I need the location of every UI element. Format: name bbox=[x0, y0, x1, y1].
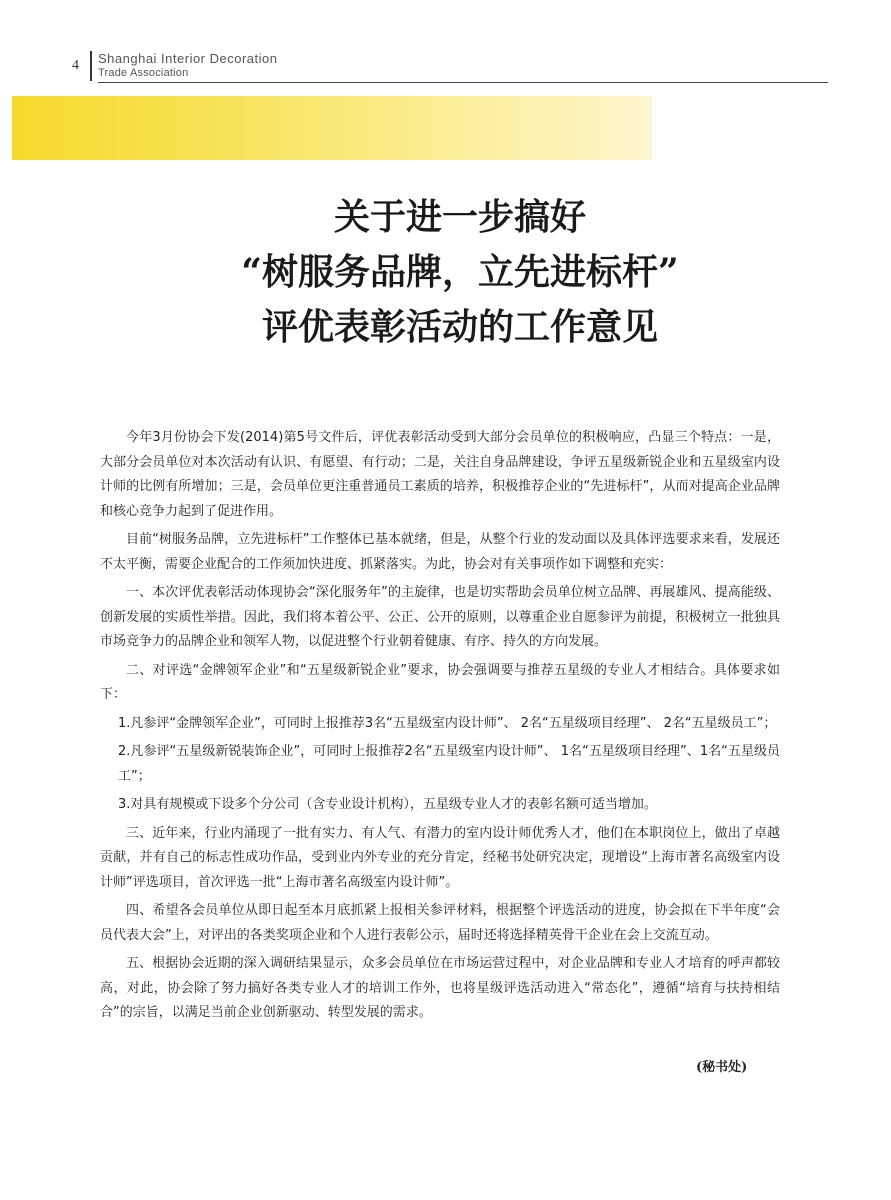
list-item-1: 1.凡参评“金牌领军企业”，可同时上报推荐3名“五星级室内设计师”、 2名“五星级项目经理”、 2名“五星级员工”； bbox=[118, 715, 777, 731]
header-divider bbox=[90, 51, 92, 81]
paragraph-point-4: 四、希望各会员单位从即日起至本月底抓紧上报相关参评材料，根据整个评选活动的进度，协会拟在下半年度“会员代表大会”上，对评出的各类奖项企业和个人进行表彰公示，届时还将选择精英骨干企业在会上交流互动。 bbox=[100, 903, 780, 943]
paragraph-point-1: 一、本次评优表彰活动体现协会“深化服务年”的主旋律，也是切实帮助会员单位树立品牌、再展雄风、提高能级、创新发展的实质性举措。因此，我们将本着公平、公正、公开的原则，以尊重企业自愿参评为前提，积极树立一批独具市场竞争力的品牌企业和领军人物，以促进整个行业朝着健康、有序、持久的方向发展。 bbox=[100, 585, 780, 649]
signature: (秘书处) bbox=[696, 1060, 748, 1075]
yellow-banner bbox=[12, 96, 652, 160]
article-title bbox=[160, 190, 760, 355]
association-name-line2: Trade Association bbox=[98, 67, 189, 79]
title-line-3: 评优表彰活动的工作意见 bbox=[261, 306, 658, 348]
article-body bbox=[100, 426, 780, 1030]
title-line-2: “树服务品牌，立先进标杆” bbox=[241, 251, 679, 293]
paragraph-point-2: 二、对评选“金牌领军企业”和“五星级新锐企业”要求，协会强调要与推荐五星级的专业人才相结合。具体要求如下： bbox=[100, 662, 780, 702]
paragraph-point-5: 五、根据协会近期的深入调研结果显示，众多会员单位在市场运营过程中，对企业品牌和专业人才培育的呼声都较高，对此，协会除了努力搞好各类专业人才的培训工作外，也将星级评选活动进入“常态化”，遵循“培育与扶持相结合”的宗旨，以满足当前企业创新驱动、转型发展的需求。 bbox=[100, 956, 780, 1020]
paragraph-intro: 今年3月份协会下发(2014)第5号文件后，评优表彰活动受到大部分会员单位的积极响应，凸显三个特点：一是，大部分会员单位对本次活动有认识、有愿望、有行动；二是，关注自身品牌建设，争评五星级新锐企业和五星级室内设计师的比例有所增加；三是，会员单位更注重普通员工素质的培养，积极推荐企业的“先进标杆”，从而对提高企业品牌和核心竞争力起到了促进作用。 bbox=[100, 430, 780, 519]
association-name bbox=[98, 51, 278, 81]
header-rule bbox=[98, 82, 828, 83]
list-item-3: 3.对具有规模或下设多个分公司（含专业设计机构），五星级专业人才的表彰名额可适当增加。 bbox=[118, 797, 657, 812]
paragraph-point-3: 三、近年来，行业内涌现了一批有实力、有人气、有潜力的室内设计师优秀人才，他们在本职岗位上，做出了卓越贡献，并有自己的标志性成功作品，受到业内外专业的充分肯定，经秘书处研究决定，现增设“上海市著名高级室内设计师”评选项目，首次评选一批“上海市著名高级室内设计师”。 bbox=[100, 825, 780, 890]
title-line-1: 关于进一步搞好 bbox=[333, 196, 586, 238]
association-name-line1: Shanghai Interior Decoration bbox=[98, 51, 278, 66]
page-number: 4 bbox=[72, 58, 79, 73]
paragraph-status: 目前“树服务品牌，立先进标杆”工作整体已基本就绪，但是，从整个行业的发动面以及具体评选要求来看，发展还不太平衡，需要企业配合的工作须加快进度、抓紧落实。为此，协会对有关事项作如下调整和充实： bbox=[100, 532, 780, 572]
list-item-2: 2.凡参评“五星级新锐装饰企业”，可同时上报推荐2名“五星级室内设计师”、 1名“五星级项目经理”、1名“五星级员工”； bbox=[118, 744, 780, 784]
